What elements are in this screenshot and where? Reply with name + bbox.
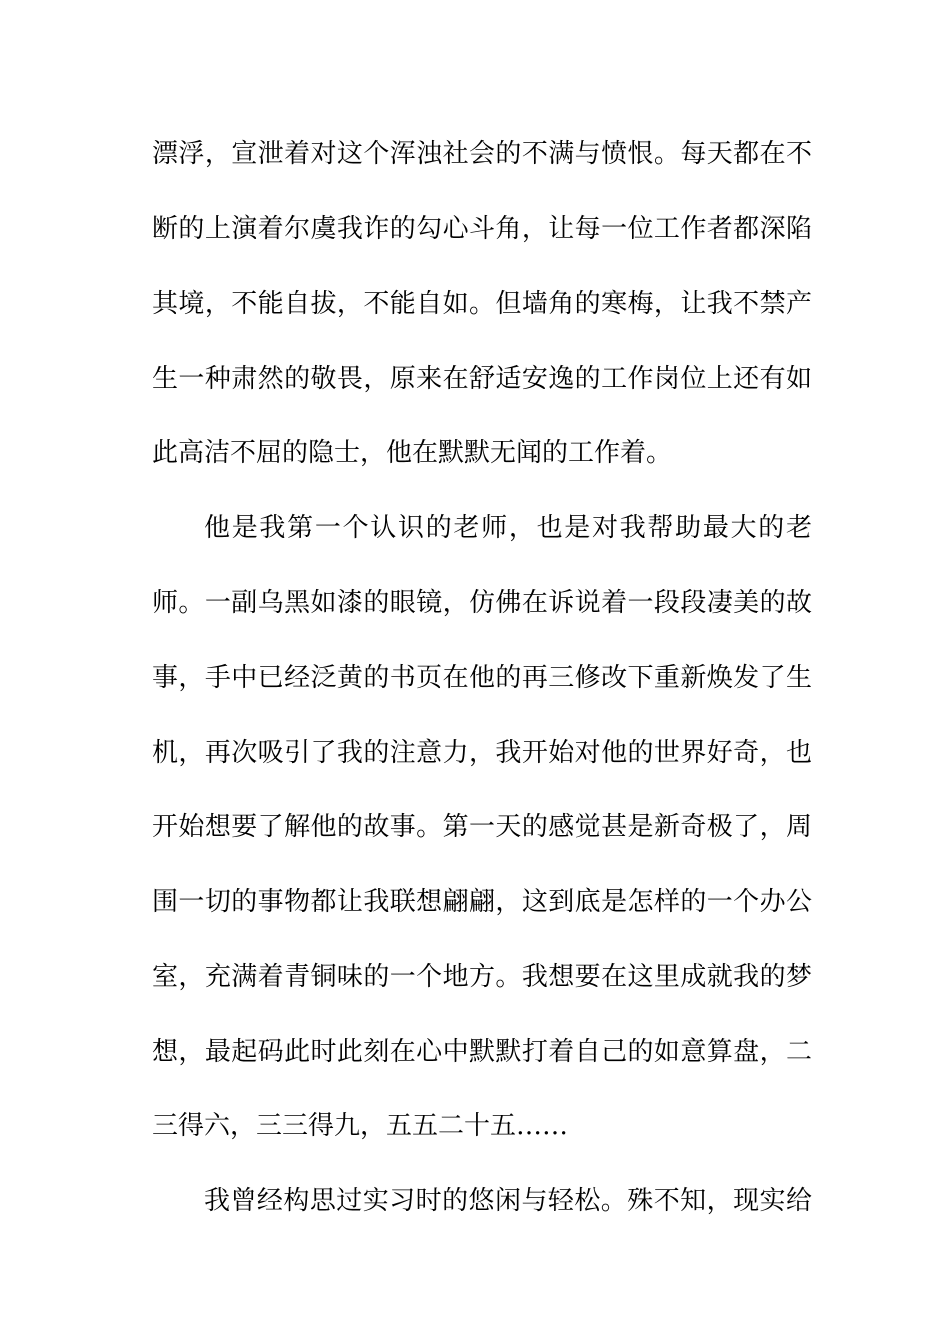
text-line-7: 师。一副乌黑如漆的眼镜，仿佛在诉说着一段段凄美的故 <box>152 588 812 618</box>
text-line-10: 开始想要了解他的故事。第一天的感觉甚是新奇极了，周 <box>152 812 812 842</box>
text-line-4: 生一种肃然的敬畏，原来在舒适安逸的工作岗位上还有如 <box>152 364 812 394</box>
text-line-6: 他是我第一个认识的老师，也是对我帮助最大的老 <box>204 513 812 543</box>
text-line-15: 我曾经构思过实习时的悠闲与轻松。殊不知，现实给 <box>204 1186 812 1216</box>
text-line-9: 机，再次吸引了我的注意力，我开始对他的世界好奇，也 <box>152 738 812 768</box>
text-line-12: 室，充满着青铜味的一个地方。我想要在这里成就我的梦 <box>152 962 812 992</box>
text-line-13: 想，最起码此时此刻在心中默默打着自己的如意算盘，二 <box>152 1037 812 1067</box>
text-line-2: 断的上演着尔虞我诈的勾心斗角，让每一位工作者都深陷 <box>152 214 812 244</box>
text-line-1: 漂浮，宣泄着对这个浑浊社会的不满与愤恨。每天都在不 <box>152 139 812 169</box>
text-line-8: 事，手中已经泛黄的书页在他的再三修改下重新焕发了生 <box>152 663 812 693</box>
text-line-11: 围一切的事物都让我联想翩翩，这到底是怎样的一个办公 <box>152 887 812 917</box>
text-line-5: 此高洁不屈的隐士，他在默默无闻的工作着。 <box>152 438 673 468</box>
text-line-14: 三得六，三三得九，五五二十五…… <box>152 1111 569 1141</box>
text-line-3: 其境，不能自拔，不能自如。但墙角的寒梅，让我不禁产 <box>152 289 812 319</box>
